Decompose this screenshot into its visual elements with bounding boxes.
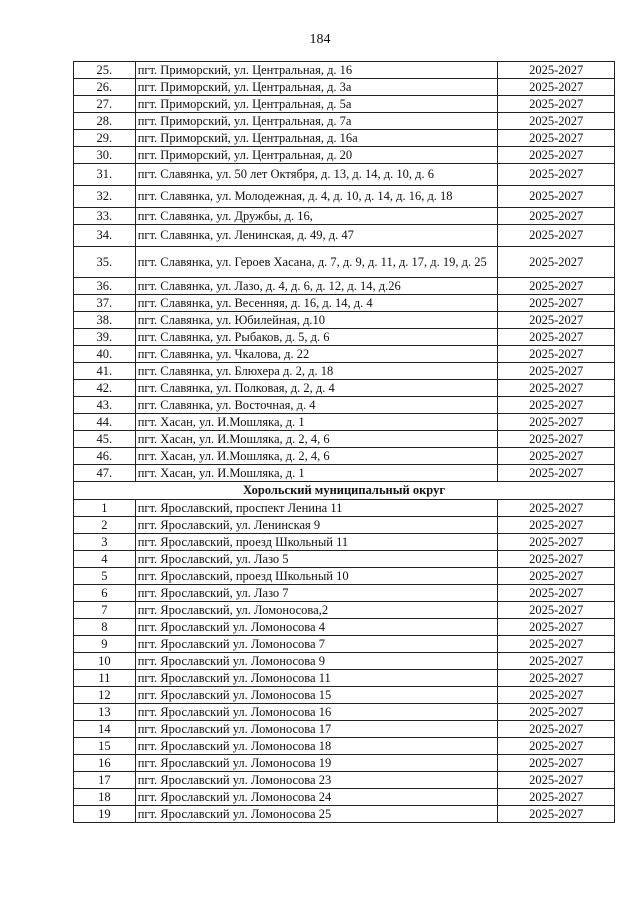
- row-period: 2025-2027: [498, 704, 615, 721]
- row-number: 7: [74, 602, 136, 619]
- row-period: 2025-2027: [498, 380, 615, 397]
- row-number: 39.: [74, 329, 136, 346]
- row-number: 42.: [74, 380, 136, 397]
- row-address: пгт. Славянка, ул. Рыбаков, д. 5, д. 6: [135, 329, 498, 346]
- table-row: [74, 363, 615, 380]
- row-period: 2025-2027: [498, 164, 615, 186]
- row-period: 2025-2027: [498, 363, 615, 380]
- row-number: 34.: [74, 225, 136, 247]
- row-period: 2025-2027: [498, 738, 615, 755]
- row-number: 11: [74, 670, 136, 687]
- table-row: [74, 397, 615, 414]
- row-address: пгт. Приморский, ул. Центральная, д. 5а: [135, 96, 498, 113]
- row-address: пгт. Ярославский ул. Ломоносова 17: [135, 721, 498, 738]
- section-row: [74, 482, 615, 500]
- row-period: 2025-2027: [498, 602, 615, 619]
- row-address: пгт. Приморский, ул. Центральная, д. 20: [135, 147, 498, 164]
- row-number: 4: [74, 551, 136, 568]
- row-period: 2025-2027: [498, 721, 615, 738]
- row-address: пгт. Славянка, ул. Молодежная, д. 4, д. 10, д. 14, д. 16, д. 18: [135, 186, 498, 208]
- row-period: 2025-2027: [498, 247, 615, 278]
- row-address: пгт. Ярославский ул. Ломоносова 18: [135, 738, 498, 755]
- row-period: 2025-2027: [498, 772, 615, 789]
- row-period: 2025-2027: [498, 551, 615, 568]
- row-address: пгт. Ярославский ул. Ломоносова 7: [135, 636, 498, 653]
- row-address: пгт. Ярославский ул. Ломоносова 9: [135, 653, 498, 670]
- table-row: [74, 721, 615, 738]
- table-row: [74, 619, 615, 636]
- row-period: 2025-2027: [498, 96, 615, 113]
- row-number: 6: [74, 585, 136, 602]
- row-number: 38.: [74, 312, 136, 329]
- row-number: 3: [74, 534, 136, 551]
- table-row: [74, 653, 615, 670]
- row-address: пгт. Ярославский ул. Ломоносова 15: [135, 687, 498, 704]
- row-address: пгт. Славянка, ул. Чкалова, д. 22: [135, 346, 498, 363]
- section-header: [74, 482, 615, 500]
- section-title: Хорольский муниципальный округ: [74, 482, 615, 500]
- row-period: 2025-2027: [498, 113, 615, 130]
- row-period: 2025-2027: [498, 636, 615, 653]
- table-row: [74, 448, 615, 465]
- row-address: пгт. Хасан, ул. И.Мошляка, д. 1: [135, 465, 498, 482]
- row-number: 32.: [74, 186, 136, 208]
- row-period: 2025-2027: [498, 62, 615, 79]
- row-period: 2025-2027: [498, 806, 615, 823]
- table-row: [74, 789, 615, 806]
- row-number: 41.: [74, 363, 136, 380]
- row-period: 2025-2027: [498, 79, 615, 96]
- row-number: 14: [74, 721, 136, 738]
- table-row: [74, 79, 615, 96]
- table-row: [74, 551, 615, 568]
- row-address: пгт. Ярославский ул. Ломоносова 23: [135, 772, 498, 789]
- row-number: 36.: [74, 278, 136, 295]
- table-row: [74, 278, 615, 295]
- row-number: 9: [74, 636, 136, 653]
- row-address: пгт. Славянка, ул. Весенняя, д. 16, д. 14, д. 4: [135, 295, 498, 312]
- row-address: пгт. Хасан, ул. И.Мошляка, д. 2, 4, 6: [135, 448, 498, 465]
- row-number: 44.: [74, 414, 136, 431]
- table-row: [74, 225, 615, 247]
- row-period: 2025-2027: [498, 346, 615, 363]
- table-row: [74, 113, 615, 130]
- row-number: 37.: [74, 295, 136, 312]
- row-address: пгт. Приморский, ул. Центральная, д. 16а: [135, 130, 498, 147]
- row-number: 35.: [74, 247, 136, 278]
- row-address: пгт. Славянка, ул. Юбилейная, д.10: [135, 312, 498, 329]
- table-body-group-1: [74, 62, 615, 482]
- row-address: пгт. Хасан, ул. И.Мошляка, д. 1: [135, 414, 498, 431]
- row-address: пгт. Ярославский, ул. Лазо 7: [135, 585, 498, 602]
- row-period: 2025-2027: [498, 312, 615, 329]
- row-number: 31.: [74, 164, 136, 186]
- row-period: 2025-2027: [498, 448, 615, 465]
- row-number: 12: [74, 687, 136, 704]
- row-period: 2025-2027: [498, 278, 615, 295]
- table-row: [74, 636, 615, 653]
- table-row: [74, 431, 615, 448]
- table-row: [74, 380, 615, 397]
- table-row: [74, 704, 615, 721]
- row-address: пгт. Славянка, ул. Лазо, д. 4, д. 6, д. 12, д. 14, д.26: [135, 278, 498, 295]
- row-address: пгт. Приморский, ул. Центральная, д. 7а: [135, 113, 498, 130]
- row-period: 2025-2027: [498, 789, 615, 806]
- table-row: [74, 62, 615, 79]
- row-period: 2025-2027: [498, 295, 615, 312]
- row-address: пгт. Приморский, ул. Центральная, д. 16: [135, 62, 498, 79]
- table-row: [74, 208, 615, 225]
- table-row: [74, 295, 615, 312]
- row-period: 2025-2027: [498, 517, 615, 534]
- row-address: пгт. Славянка, ул. Дружбы, д. 16,: [135, 208, 498, 225]
- row-address: пгт. Славянка, ул. Ленинская, д. 49, д. 47: [135, 225, 498, 247]
- row-number: 28.: [74, 113, 136, 130]
- row-number: 8: [74, 619, 136, 636]
- table-row: [74, 465, 615, 482]
- table-row: [74, 772, 615, 789]
- row-number: 13: [74, 704, 136, 721]
- row-address: пгт. Ярославский ул. Ломоносова 24: [135, 789, 498, 806]
- row-period: 2025-2027: [498, 568, 615, 585]
- table-row: [74, 568, 615, 585]
- row-number: 45.: [74, 431, 136, 448]
- row-period: 2025-2027: [498, 147, 615, 164]
- row-period: 2025-2027: [498, 397, 615, 414]
- row-number: 17: [74, 772, 136, 789]
- row-number: 46.: [74, 448, 136, 465]
- row-period: 2025-2027: [498, 670, 615, 687]
- table-row: [74, 329, 615, 346]
- row-number: 33.: [74, 208, 136, 225]
- row-address: пгт. Ярославский, ул. Ломоносова,2: [135, 602, 498, 619]
- row-period: 2025-2027: [498, 414, 615, 431]
- row-address: пгт. Ярославский ул. Ломоносова 16: [135, 704, 498, 721]
- table-body-group-2: [74, 500, 615, 823]
- row-period: 2025-2027: [498, 619, 615, 636]
- row-number: 5: [74, 568, 136, 585]
- row-address: пгт. Славянка, ул. Полковая, д. 2, д. 4: [135, 380, 498, 397]
- table-row: [74, 517, 615, 534]
- row-number: 25.: [74, 62, 136, 79]
- row-address: пгт. Славянка, ул. 50 лет Октября, д. 13, д. 14, д. 10, д. 6: [135, 164, 498, 186]
- row-period: 2025-2027: [498, 755, 615, 772]
- row-period: 2025-2027: [498, 534, 615, 551]
- table-row: [74, 414, 615, 431]
- row-address: пгт. Ярославский ул. Ломоносова 19: [135, 755, 498, 772]
- row-number: 26.: [74, 79, 136, 96]
- row-period: 2025-2027: [498, 208, 615, 225]
- row-number: 19: [74, 806, 136, 823]
- table-row: [74, 500, 615, 517]
- row-address: пгт. Ярославский, ул. Лазо 5: [135, 551, 498, 568]
- row-period: 2025-2027: [498, 130, 615, 147]
- row-period: 2025-2027: [498, 186, 615, 208]
- table-row: [74, 164, 615, 186]
- row-period: 2025-2027: [498, 585, 615, 602]
- row-address: пгт. Ярославский, ул. Ленинская 9: [135, 517, 498, 534]
- table-row: [74, 738, 615, 755]
- table-row: [74, 602, 615, 619]
- row-number: 15: [74, 738, 136, 755]
- row-number: 43.: [74, 397, 136, 414]
- row-number: 10: [74, 653, 136, 670]
- row-period: 2025-2027: [498, 687, 615, 704]
- row-address: пгт. Ярославский, проспект Ленина 11: [135, 500, 498, 517]
- row-address: пгт. Ярославский ул. Ломоносова 25: [135, 806, 498, 823]
- row-address: пгт. Славянка, ул. Восточная, д. 4: [135, 397, 498, 414]
- row-number: 2: [74, 517, 136, 534]
- table-row: [74, 130, 615, 147]
- row-address: пгт. Приморский, ул. Центральная, д. 3а: [135, 79, 498, 96]
- row-period: 2025-2027: [498, 465, 615, 482]
- row-number: 40.: [74, 346, 136, 363]
- row-number: 29.: [74, 130, 136, 147]
- row-period: 2025-2027: [498, 225, 615, 247]
- row-address: пгт. Ярославский, проезд Школьный 10: [135, 568, 498, 585]
- row-number: 1: [74, 500, 136, 517]
- row-number: 18: [74, 789, 136, 806]
- table-row: [74, 147, 615, 164]
- row-period: 2025-2027: [498, 329, 615, 346]
- page-number: 184: [309, 32, 331, 47]
- row-address: пгт. Славянка, ул. Блюхера д. 2, д. 18: [135, 363, 498, 380]
- table-row: [74, 585, 615, 602]
- table-row: [74, 534, 615, 551]
- row-address: пгт. Ярославский, проезд Школьный 11: [135, 534, 498, 551]
- row-address: пгт. Славянка, ул. Героев Хасана, д. 7, д. 9, д. 11, д. 17, д. 19, д. 25: [135, 247, 498, 278]
- table-row: [74, 312, 615, 329]
- table-row: [74, 670, 615, 687]
- row-address: пгт. Ярославский ул. Ломоносова 4: [135, 619, 498, 636]
- row-number: 30.: [74, 147, 136, 164]
- row-period: 2025-2027: [498, 431, 615, 448]
- table-row: [74, 346, 615, 363]
- table-row: [74, 247, 615, 278]
- table-row: [74, 755, 615, 772]
- row-period: 2025-2027: [498, 500, 615, 517]
- row-address: пгт. Хасан, ул. И.Мошляка, д. 2, 4, 6: [135, 431, 498, 448]
- row-number: 16: [74, 755, 136, 772]
- housing-repair-table: [73, 61, 615, 823]
- row-number: 47.: [74, 465, 136, 482]
- table-row: [74, 806, 615, 823]
- row-address: пгт. Ярославский ул. Ломоносова 11: [135, 670, 498, 687]
- row-period: 2025-2027: [498, 653, 615, 670]
- table-row: [74, 186, 615, 208]
- row-number: 27.: [74, 96, 136, 113]
- table-row: [74, 96, 615, 113]
- table-row: [74, 687, 615, 704]
